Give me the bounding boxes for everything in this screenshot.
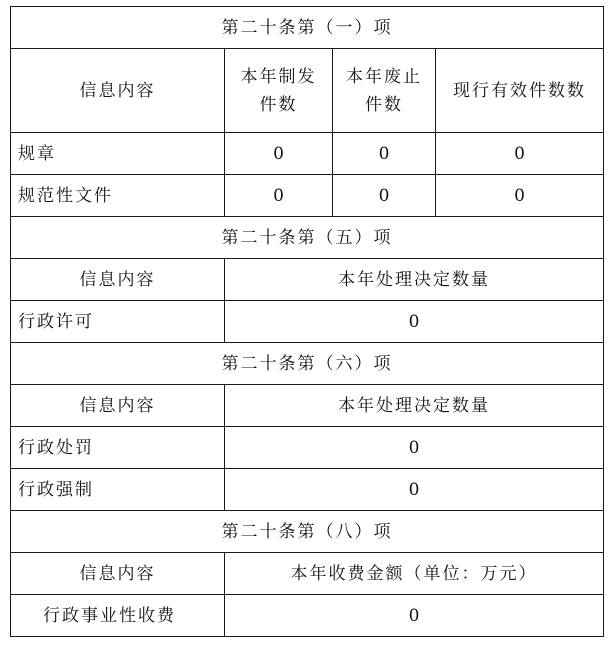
row-label: 行政许可 bbox=[11, 301, 225, 343]
header-abolished-line2: 件数 bbox=[365, 94, 403, 115]
table-row bbox=[11, 133, 604, 175]
section2-header-info: 信息内容 bbox=[11, 259, 225, 301]
row-abolished: 0 bbox=[333, 175, 436, 217]
disclosure-table bbox=[10, 6, 604, 637]
table-row bbox=[11, 427, 604, 469]
section2-title: 第二十条第（五）项 bbox=[11, 217, 604, 259]
table-row bbox=[11, 469, 604, 511]
section1-header-info: 信息内容 bbox=[11, 49, 225, 133]
section3-header-info: 信息内容 bbox=[11, 385, 225, 427]
section1-header-issued bbox=[225, 49, 333, 133]
table-row bbox=[11, 301, 604, 343]
row-value: 0 bbox=[225, 595, 604, 637]
row-abolished: 0 bbox=[333, 133, 436, 175]
header-abolished-line1: 本年废止 bbox=[346, 66, 422, 87]
section4-header-value: 本年收费金额（单位：万元） bbox=[225, 553, 604, 595]
row-label: 行政强制 bbox=[11, 469, 225, 511]
header-issued-line2: 件数 bbox=[259, 94, 298, 115]
row-value: 0 bbox=[225, 427, 604, 469]
section3-title: 第二十条第（六）项 bbox=[11, 343, 604, 385]
table-row bbox=[11, 595, 604, 637]
section1-title: 第二十条第（一）项 bbox=[11, 7, 604, 49]
row-label: 规范性文件 bbox=[11, 175, 225, 217]
row-label: 行政处罚 bbox=[11, 427, 225, 469]
row-label: 行政事业性收费 bbox=[11, 595, 225, 637]
row-valid: 0 bbox=[436, 175, 604, 217]
table-row bbox=[11, 175, 604, 217]
row-value: 0 bbox=[225, 301, 604, 343]
header-issued-line1: 本年制发 bbox=[240, 66, 317, 87]
section3-header-value: 本年处理决定数量 bbox=[225, 385, 604, 427]
row-valid: 0 bbox=[436, 133, 604, 175]
section2-header-value: 本年处理决定数量 bbox=[225, 259, 604, 301]
section1-header-abolished bbox=[333, 49, 436, 133]
section4-title: 第二十条第（八）项 bbox=[11, 511, 604, 553]
section1-header-valid: 现行有效件数数 bbox=[436, 49, 604, 133]
row-issued: 0 bbox=[225, 133, 333, 175]
row-issued: 0 bbox=[225, 175, 333, 217]
section4-header-info: 信息内容 bbox=[11, 553, 225, 595]
row-label: 规章 bbox=[11, 133, 225, 175]
row-value: 0 bbox=[225, 469, 604, 511]
